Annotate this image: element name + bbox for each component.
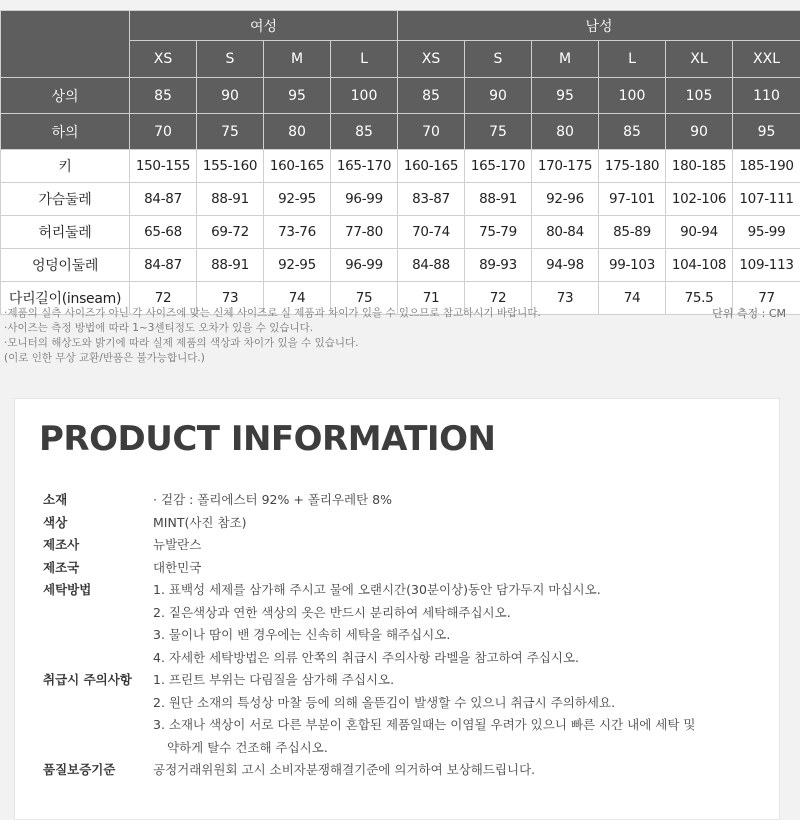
row-label: 다리길이(inseam) [1,282,130,315]
info-value-line: 2. 짙은색상과 연한 색상의 옷은 반드시 분리하여 세탁해주십시오. [153,602,763,625]
table-row [1,216,800,249]
table-cell: 72 [130,282,197,315]
table-cell: 180-185 [666,150,733,183]
table-cell: 95 [264,78,331,114]
size-header-cell: XS [398,41,465,78]
table-cell: 74 [599,282,666,315]
table-cell: 160-165 [398,150,465,183]
table-cell: 73 [532,282,599,315]
table-cell: 90 [666,114,733,150]
info-row [43,557,763,580]
table-cell: 75.5 [666,282,733,315]
table-cell: 80-84 [532,216,599,249]
table-cell: 109-113 [733,249,800,282]
info-value-line: 약하게 탈수 건조해 주십시오. [153,737,763,760]
table-cell: 95 [733,114,800,150]
info-value-line: 1. 프린트 부위는 다림질을 삼가해 주십시오. [153,669,763,692]
size-header-cell: S [197,41,264,78]
row-label: 엉덩이둘레 [1,249,130,282]
table-cell: 80 [532,114,599,150]
table-cell: 84-87 [130,249,197,282]
info-value-line: 뉴발란스 [153,534,763,557]
table-cell: 185-190 [733,150,800,183]
info-value-line: 3. 물이나 땀이 밴 경우에는 신속히 세탁을 해주십시오. [153,624,763,647]
size-header-cell: XL [666,41,733,78]
row-label: 상의 [1,78,130,114]
size-header-cell: M [532,41,599,78]
table-cell: 84-87 [130,183,197,216]
size-header-cell: L [599,41,666,78]
table-cell: 155-160 [197,150,264,183]
table-cell: 95-99 [733,216,800,249]
table-cell: 89-93 [465,249,532,282]
info-key: 색상 [43,512,153,535]
table-cell: 77-80 [331,216,398,249]
info-value [153,669,763,759]
size-table-body [1,78,800,315]
table-row [1,150,800,183]
info-value-line: · 겉감 : 폴리에스터 92% + 폴리우레탄 8% [153,489,763,512]
table-cell: 90 [197,78,264,114]
table-cell: 88-91 [197,183,264,216]
size-header-cell: S [465,41,532,78]
table-cell: 96-99 [331,249,398,282]
table-cell: 85-89 [599,216,666,249]
table-cell: 75 [331,282,398,315]
note-line: (이로 인한 무상 교환/반품은 불가능합니다.) [4,351,796,366]
table-cell: 170-175 [532,150,599,183]
info-value-line: 1. 표백성 세제를 삼가해 주시고 물에 오랜시간(30분이상)동안 담가두지 마십시오. [153,579,763,602]
table-cell: 88-91 [465,183,532,216]
info-key: 제조사 [43,534,153,557]
table-cell: 88-91 [197,249,264,282]
info-value [153,489,763,512]
table-cell: 70-74 [398,216,465,249]
info-row [43,579,763,669]
table-row [1,78,800,114]
table-cell: 97-101 [599,183,666,216]
table-row [1,183,800,216]
info-value [153,759,763,782]
notes-lines [4,306,796,366]
table-cell: 96-99 [331,183,398,216]
note-line: ·모니터의 해상도와 밝기에 따라 실제 제품의 색상과 차이가 있을 수 있습니다. [4,336,796,351]
table-cell: 84-88 [398,249,465,282]
table-cell: 70 [398,114,465,150]
table-cell: 90 [465,78,532,114]
table-cell: 104-108 [666,249,733,282]
table-cell: 99-103 [599,249,666,282]
info-value [153,579,763,669]
product-info-title: PRODUCT INFORMATION [39,419,495,459]
table-cell: 85 [599,114,666,150]
info-value-line: MINT(사진 참조) [153,512,763,535]
table-cell: 71 [398,282,465,315]
table-cell: 90-94 [666,216,733,249]
table-cell: 105 [666,78,733,114]
size-notes [4,306,796,366]
table-cell: 85 [398,78,465,114]
table-cell: 175-180 [599,150,666,183]
table-corner [1,11,130,78]
table-row [1,249,800,282]
info-row [43,534,763,557]
product-info-card [14,398,780,820]
table-cell: 100 [331,78,398,114]
info-row [43,489,763,512]
table-row [1,114,800,150]
info-value [153,534,763,557]
info-value-line: 4. 자세한 세탁방법은 의류 안쪽의 취급시 주의사항 라벨을 참고하여 주십시오. [153,647,763,670]
table-cell: 160-165 [264,150,331,183]
table-cell: 73 [197,282,264,315]
info-row [43,669,763,759]
table-cell: 92-96 [532,183,599,216]
size-chart-table [0,10,800,315]
size-header-cell: XS [130,41,197,78]
table-cell: 92-95 [264,249,331,282]
info-row [43,512,763,535]
table-cell: 80 [264,114,331,150]
table-cell: 70 [130,114,197,150]
info-value-line: 대한민국 [153,557,763,580]
women-group-header: 여성 [130,11,398,41]
table-cell: 100 [599,78,666,114]
table-cell: 95 [532,78,599,114]
row-label: 허리둘레 [1,216,130,249]
table-cell: 102-106 [666,183,733,216]
table-cell: 77 [733,282,800,315]
table-cell: 92-95 [264,183,331,216]
unit-label: 단위 측정 : CM [712,306,786,321]
table-cell: 65-68 [130,216,197,249]
row-label: 하의 [1,114,130,150]
size-header-cell: L [331,41,398,78]
table-cell: 110 [733,78,800,114]
table-cell: 75 [197,114,264,150]
row-label: 키 [1,150,130,183]
table-cell: 75-79 [465,216,532,249]
table-cell: 73-76 [264,216,331,249]
note-line: ·제품의 실측 사이즈가 아닌 각 사이즈에 맞는 신체 사이즈로 실 제품과 차이가 있을 수 있으므로 참고하시기 바랍니다. [4,306,796,321]
size-header-cell: M [264,41,331,78]
table-cell: 74 [264,282,331,315]
table-cell: 107-111 [733,183,800,216]
row-label: 가슴둘레 [1,183,130,216]
info-key: 품질보증기준 [43,759,153,782]
product-info-list [43,489,763,782]
table-cell: 69-72 [197,216,264,249]
info-value [153,512,763,535]
table-cell: 150-155 [130,150,197,183]
table-cell: 165-170 [465,150,532,183]
table-cell: 165-170 [331,150,398,183]
table-cell: 94-98 [532,249,599,282]
table-cell: 83-87 [398,183,465,216]
info-value [153,557,763,580]
table-cell: 85 [331,114,398,150]
table-cell: 75 [465,114,532,150]
info-value-line: 2. 원단 소재의 특성상 마찰 등에 의해 올뜯김이 발생할 수 있으니 취급시 주의하세요. [153,692,763,715]
info-key: 세탁방법 [43,579,153,669]
table-cell: 85 [130,78,197,114]
info-key: 취급시 주의사항 [43,669,153,759]
info-key: 소재 [43,489,153,512]
note-line: ·사이즈는 측정 방법에 따라 1~3센티정도 오차가 있을 수 있습니다. [4,321,796,336]
table-cell: 72 [465,282,532,315]
info-value-line: 3. 소재나 색상이 서로 다른 부분이 혼합된 제품일때는 이염될 우려가 있으니 빠른 시간 내에 세탁 및 [153,714,763,737]
info-row [43,759,763,782]
info-key: 제조국 [43,557,153,580]
size-header-cell: XXL [733,41,800,78]
info-value-line: 공정거래위원회 고시 소비자분쟁해결기준에 의거하여 보상해드립니다. [153,759,763,782]
men-group-header: 남성 [398,11,800,41]
